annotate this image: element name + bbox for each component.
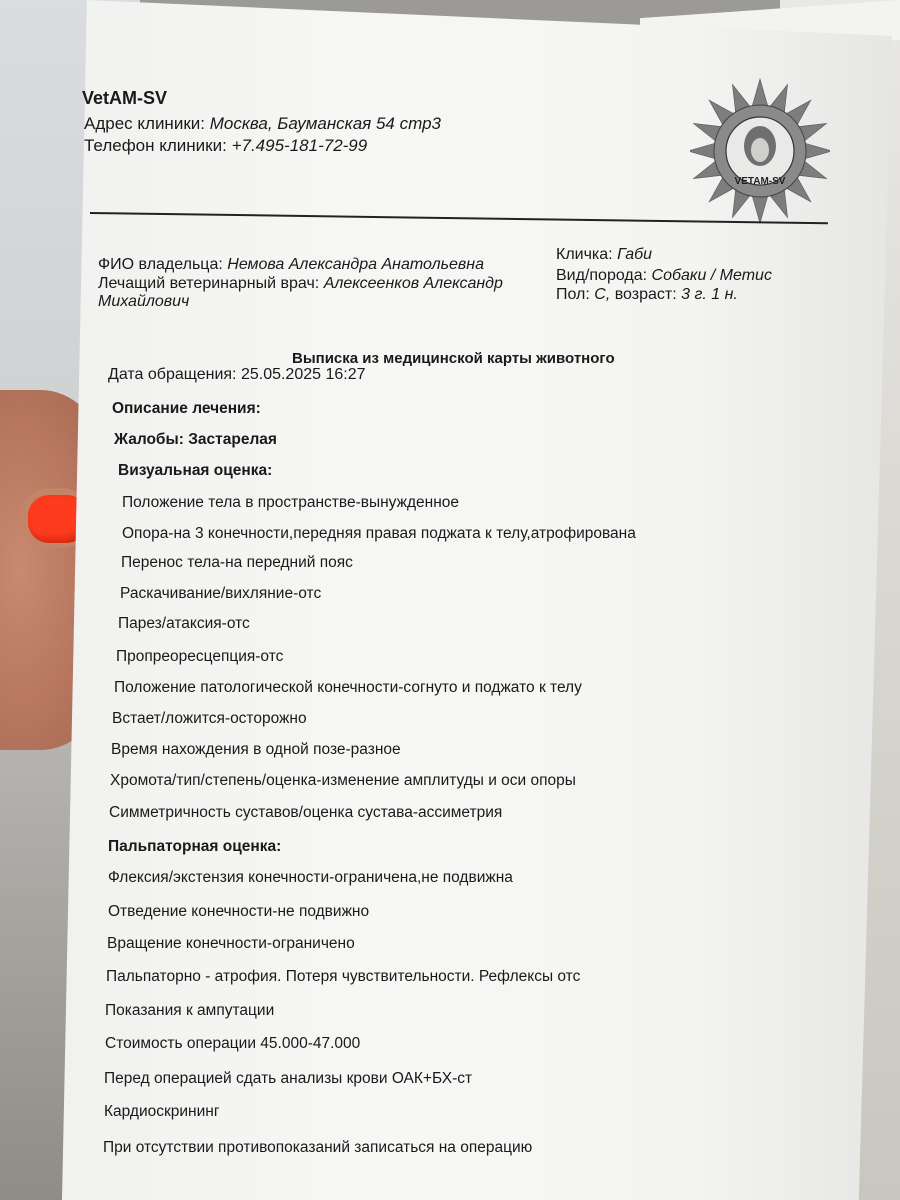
complaints: Жалобы: Застарелая — [114, 431, 277, 448]
visual-item: Хромота/тип/степень/оценка-изменение амплитуды и оси опоры — [110, 772, 576, 789]
visual-item: Положение патологической конечности-согнуто и поджато к телу — [114, 679, 582, 696]
visual-item: Раскачивание/вихляние-отс — [120, 585, 322, 602]
visual-item: Встает/ложится-осторожно — [112, 710, 307, 727]
palpation-item: Флексия/экстензия конечности-ограничена,не подвижна — [108, 869, 513, 886]
visual-item: Положение тела в пространстве-вынужденное — [122, 494, 459, 511]
visual-item: Время нахождения в одной позе-разное — [111, 741, 401, 758]
palpation-item: При отсутствии противопоказаний записаться на операцию — [103, 1139, 533, 1156]
pet-age-value: 3 г. 1 н. — [681, 286, 738, 303]
pet-sex-age-line — [556, 286, 738, 304]
pet-breed-label: Вид/порода: — [556, 267, 648, 284]
clinic-name: VetAM-SV — [82, 88, 168, 108]
palpation-item: Перед операцией сдать анализы крови ОАК+БХ-ст — [104, 1070, 473, 1087]
visit-date: Дата обращения: 25.05.2025 16:27 — [108, 366, 366, 383]
owner-line — [98, 256, 484, 274]
pet-name-label: Кличка: — [556, 246, 613, 263]
clinic-phone-label: Телефон клиники: — [84, 136, 227, 155]
pet-name-line — [556, 246, 652, 264]
clinic-phone — [84, 136, 367, 156]
clinic-logo — [690, 76, 830, 226]
visual-item: Симметричность суставов/оценка сустава-ассиметрия — [109, 804, 503, 821]
owner-value: Немова Александра Анатольевна — [227, 256, 484, 273]
visual-item: Пропреоресцепция-отс — [116, 648, 284, 665]
doctor-value: Алексеенков Александр — [323, 275, 503, 292]
pet-sex-label: Пол: — [556, 286, 590, 303]
clinic-address-label: Адрес клиники: — [84, 114, 205, 133]
visual-heading: Визуальная оценка: — [118, 462, 273, 479]
palpation-heading: Пальпаторная оценка: — [108, 838, 282, 855]
pet-sex-value: С, — [594, 286, 611, 303]
logo-text: VETAM-SV — [734, 176, 786, 187]
palpation-item: Пальпаторно - атрофия. Потеря чувствительности. Рефлексы отс — [106, 968, 581, 985]
palpation-item: Вращение конечности-ограничено — [107, 935, 355, 952]
doctor-label: Лечащий ветеринарный врач: — [98, 275, 320, 292]
pet-breed-line — [556, 267, 772, 285]
palpation-item: Стоимость операции 45.000-47.000 — [105, 1035, 361, 1052]
doctor-value-continued: Михайлович — [98, 293, 190, 310]
pet-breed-value: Собаки / Метис — [651, 267, 772, 284]
palpation-item: Кардиоскрининг — [104, 1103, 220, 1120]
clinic-address — [84, 114, 441, 134]
pet-age-label: возраст: — [614, 286, 677, 303]
clinic-address-value: Москва, Бауманская 54 стр3 — [209, 114, 441, 133]
treatment-heading: Описание лечения: — [112, 400, 261, 417]
pet-name-value: Габи — [617, 246, 653, 263]
palpation-item: Отведение конечности-не подвижно — [108, 903, 370, 920]
visual-item: Перенос тела-на передний пояс — [121, 554, 353, 571]
doctor-line — [98, 275, 503, 293]
palpation-item: Показания к ампутации — [105, 1002, 275, 1019]
clinic-phone-value: +7.495-181-72-99 — [231, 136, 368, 155]
owner-label: ФИО владельца: — [98, 256, 223, 273]
visual-item: Опора-на 3 конечности,передняя правая поджата к телу,атрофирована — [122, 525, 636, 542]
visual-item: Парез/атаксия-отс — [118, 615, 250, 632]
document-title: Выписка из медицинской карты животного — [292, 350, 615, 367]
